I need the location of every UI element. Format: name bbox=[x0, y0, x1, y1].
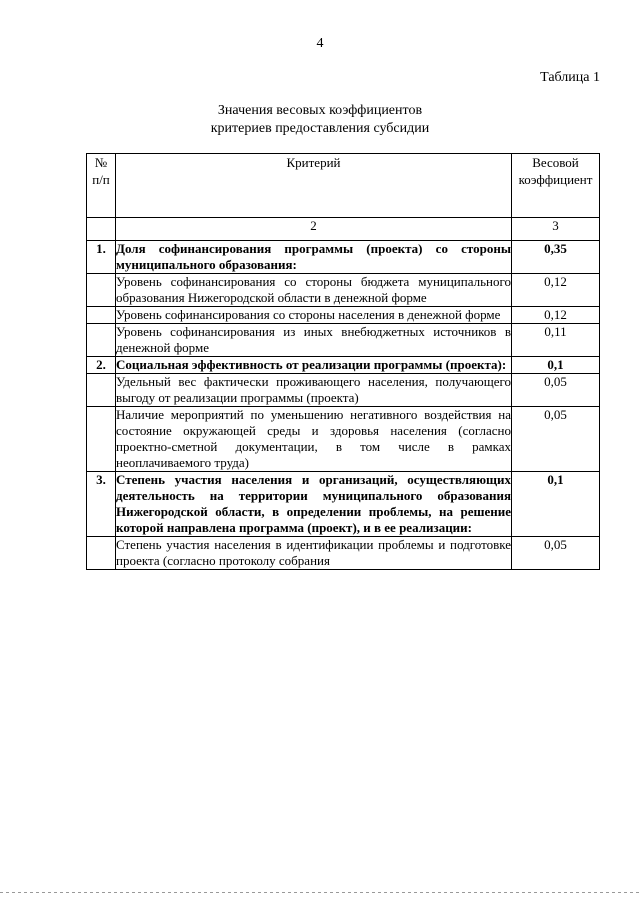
row-number: 3. bbox=[87, 472, 116, 537]
criterion-text: Уровень софинансирования со стороны бюджета муниципального образования Нижегородской области в денежной форме bbox=[116, 274, 511, 305]
criterion-text: Уровень софинансирования со стороны населения в денежной форме bbox=[116, 307, 512, 324]
criterion-text: Доля софинансирования программы (проекта) со стороны муниципального образования: bbox=[116, 241, 511, 272]
table-label: Таблица 1 bbox=[540, 70, 600, 85]
column-number-3: 3 bbox=[512, 218, 600, 241]
criterion-row bbox=[87, 374, 600, 407]
criterion-text: Удельный вес фактически проживающего населения, получающего выгоду от реализации программы (проекта) bbox=[116, 374, 511, 405]
row-number bbox=[87, 307, 116, 324]
row-number bbox=[87, 407, 116, 472]
title-line-1: Значения весовых коэффициентов bbox=[217, 103, 423, 118]
criterion-text: Наличие мероприятий по уменьшению негативного воздействия на состояние окружающей среды и здоровья населения (согласно проектно-сметной документации, в том числе в рамках неоплачиваемого труда) bbox=[116, 407, 511, 470]
weight-value: 0,1 bbox=[512, 472, 600, 537]
scan-edge-line bbox=[0, 892, 640, 893]
row-number: 2. bbox=[87, 357, 116, 374]
weight-value: 0,12 bbox=[512, 307, 600, 324]
criterion-group-row bbox=[87, 241, 600, 274]
criterion-row bbox=[87, 307, 600, 324]
row-number bbox=[87, 274, 116, 307]
weight-value: 0,12 bbox=[512, 274, 600, 307]
criterion-text: Социальная эффективность от реализации программы (проекта): bbox=[116, 357, 512, 374]
criterion-text: Степень участия населения в идентификации проблемы и подготовке проекта (согласно протоколу собрания bbox=[116, 537, 511, 568]
column-number-2: 2 bbox=[116, 218, 512, 241]
criterion-row bbox=[87, 324, 600, 357]
criterion-text: Степень участия населения и организаций, осуществляющих деятельность на территории муниципального образования Нижегородской области, в определении проблемы, на решение которой направлена программа (проект), и в ее реализации: bbox=[116, 472, 511, 535]
weight-value: 0,05 bbox=[512, 537, 600, 570]
header-weight: Весовой коэффициент bbox=[512, 154, 600, 218]
criterion-group-row bbox=[87, 357, 600, 374]
table-title bbox=[0, 102, 640, 138]
column-numbers-row bbox=[87, 218, 600, 241]
title-line-2: критериев предоставления субсидии bbox=[210, 121, 430, 136]
row-number bbox=[87, 324, 116, 357]
header-num: № п/п bbox=[87, 154, 116, 218]
weight-value: 0,05 bbox=[512, 374, 600, 407]
criterion-row bbox=[87, 407, 600, 472]
criterion-text: Уровень софинансирования из иных внебюджетных источников в денежной форме bbox=[116, 324, 511, 355]
weight-value: 0,11 bbox=[512, 324, 600, 357]
weight-value: 0,35 bbox=[512, 241, 600, 274]
header-criterion: Критерий bbox=[116, 154, 512, 218]
weight-value: 0,05 bbox=[512, 407, 600, 472]
criterion-row bbox=[87, 537, 600, 570]
criterion-row bbox=[87, 274, 600, 307]
header-row bbox=[87, 154, 600, 218]
row-number bbox=[87, 537, 116, 570]
criteria-table bbox=[86, 153, 600, 570]
row-number bbox=[87, 374, 116, 407]
criterion-group-row bbox=[87, 472, 600, 537]
column-number-1 bbox=[87, 218, 116, 241]
page-number: 4 bbox=[316, 36, 324, 51]
row-number: 1. bbox=[87, 241, 116, 274]
weight-value: 0,1 bbox=[512, 357, 600, 374]
